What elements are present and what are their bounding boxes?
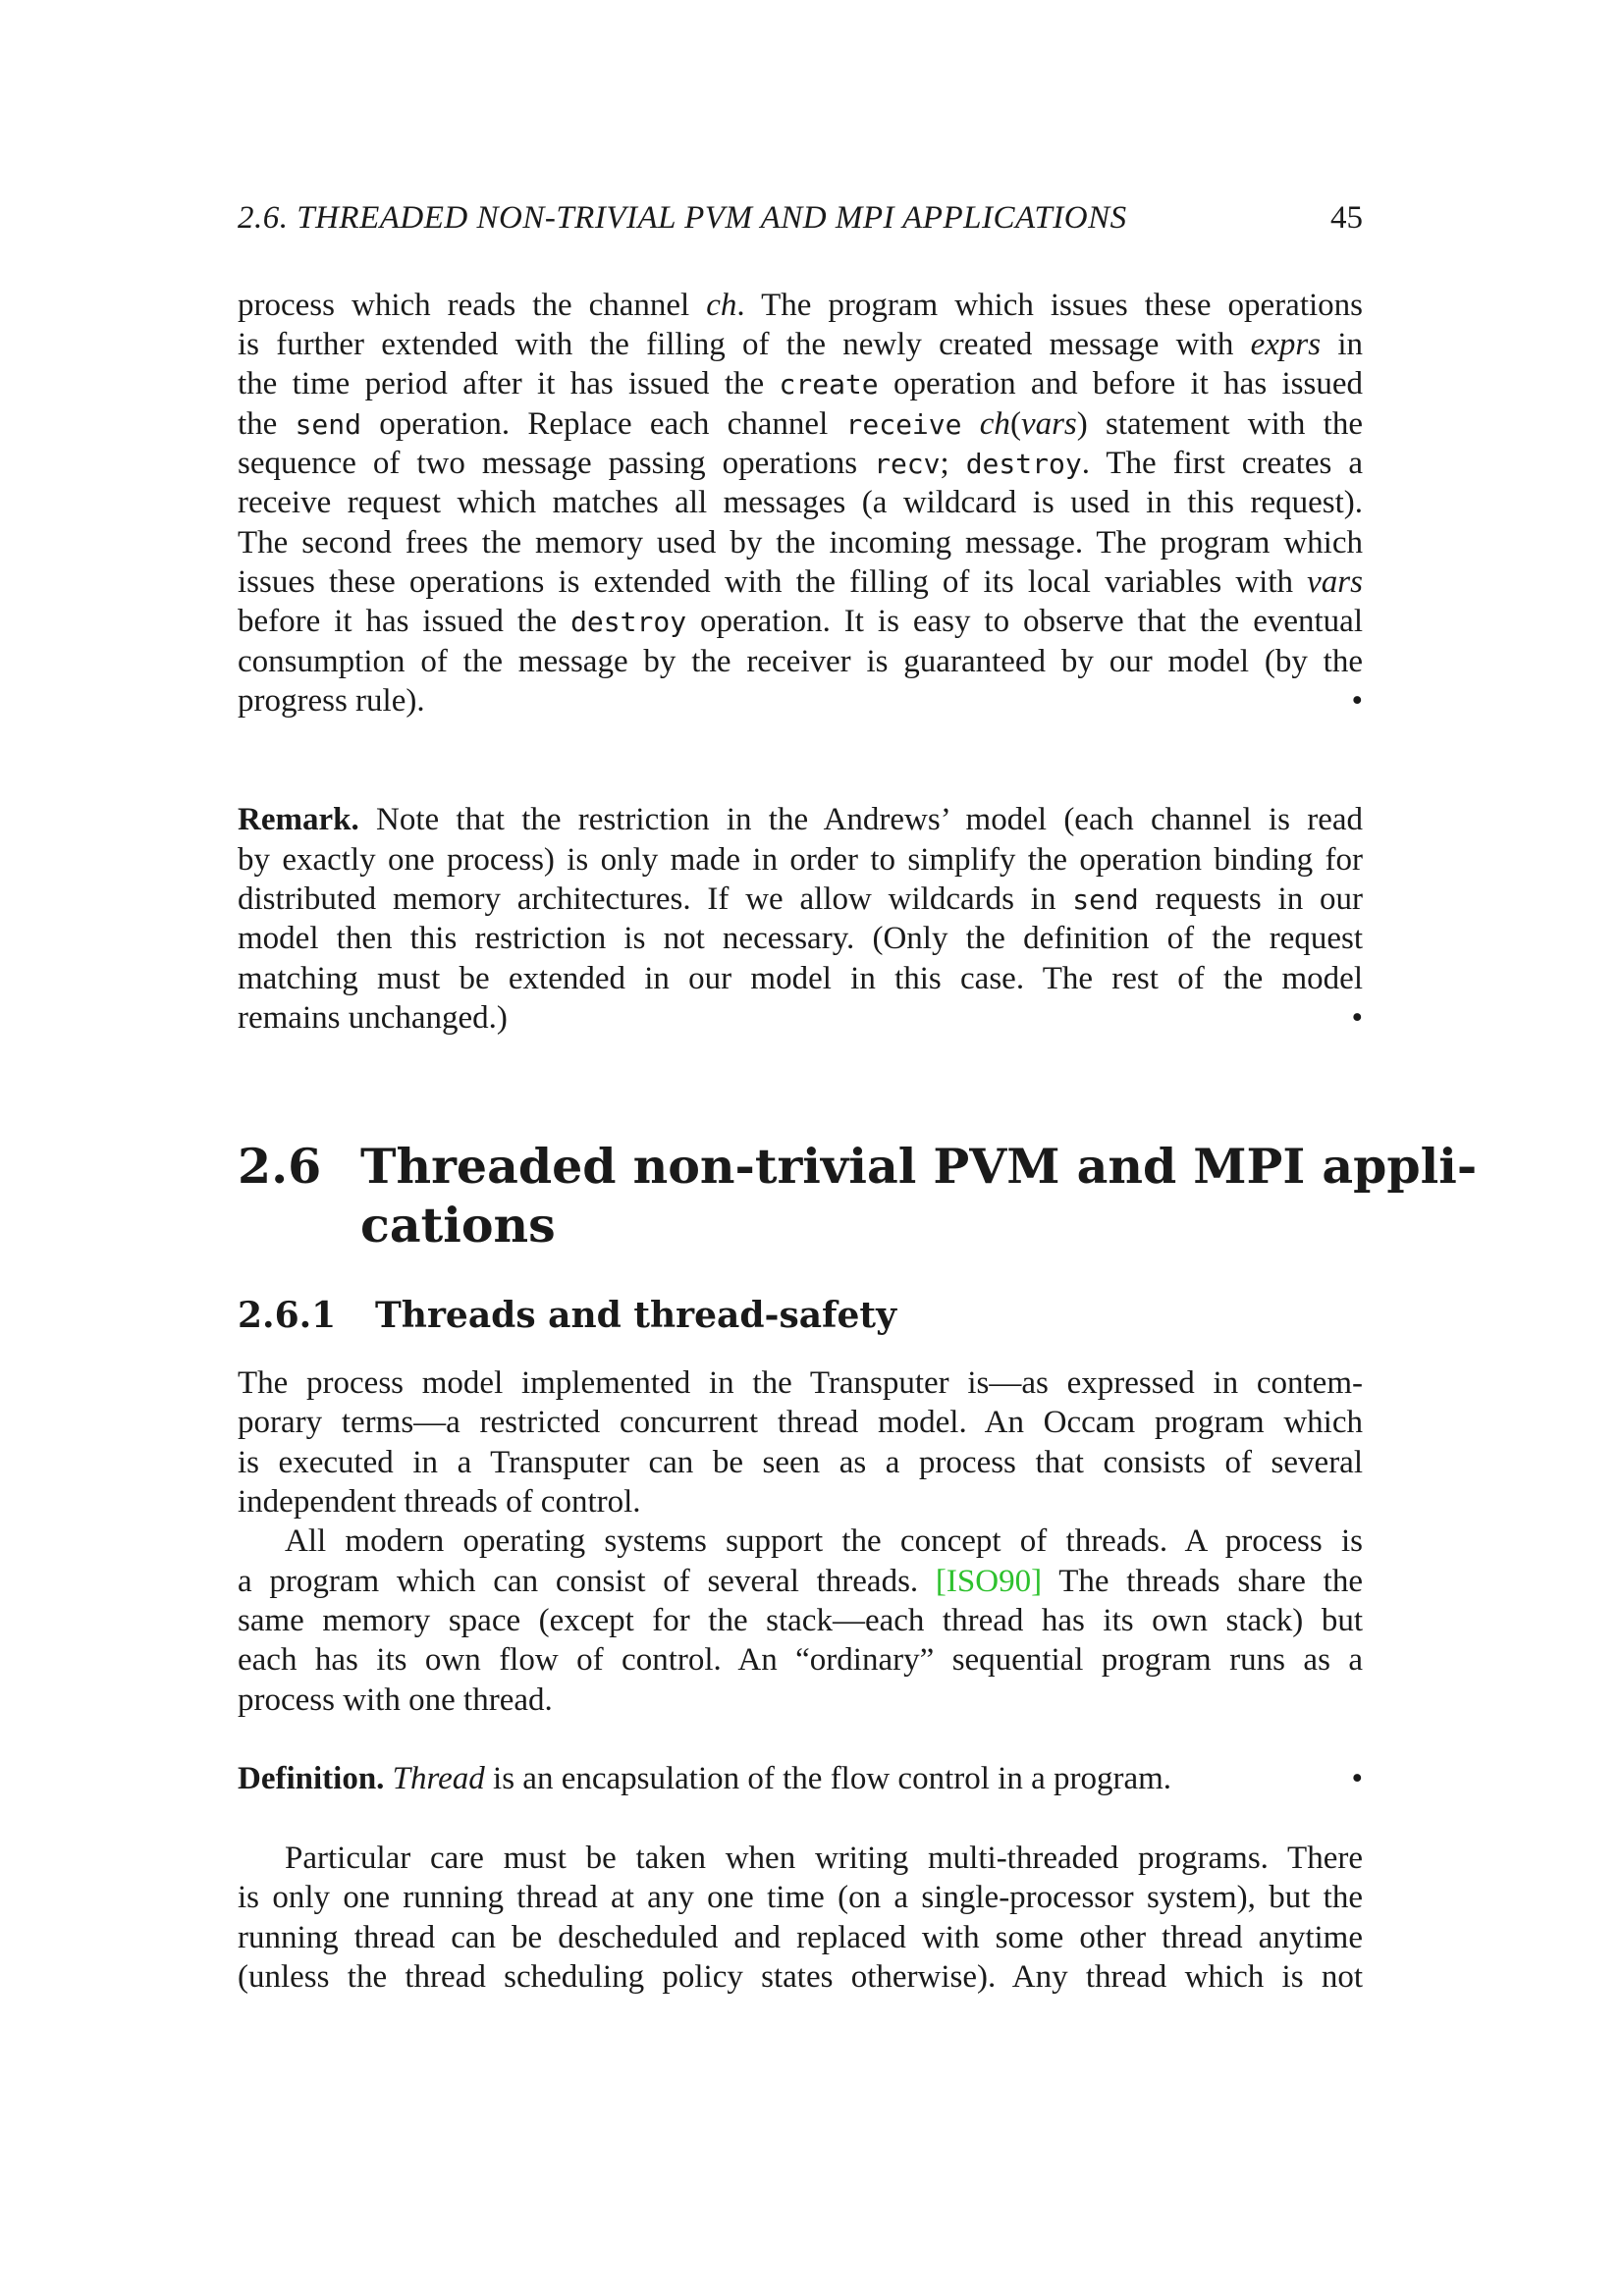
remark-line: Remark. Note that the restriction in the Andrews’ model (each channel is read [238,802,1363,837]
text-line: independent threads of control. [238,1484,641,1520]
text-line: The process model implemented in the Transputer is—as expressed in contem- [238,1365,1363,1401]
page-number: 45 [1330,200,1363,236]
text-line: receive request which matches all messages (a wildcard is used in this request). [238,485,1363,520]
running-title: 2.6. THREADED NON-TRIVIAL PVM AND MPI APPLICATIONS [238,200,1127,236]
section-heading [238,1137,1478,1255]
section-title-line2: cations [360,1197,556,1254]
remark-line: by exactly one process) is only made in order to simplify the operation binding for [238,842,1363,878]
text-line: running thread can be descheduled and replaced with some other thread anytime [238,1920,1363,1955]
remark-line: remains unchanged.) • [238,1000,1363,1036]
text-line: The second frees the memory used by the incoming message. The program which [238,525,1363,561]
text-line: same memory space (except for the stack—each thread has its own stack) but [238,1603,1363,1638]
text-line: consumption of the message by the receiver is guaranteed by our model (by the [238,644,1363,679]
text-line: each has its own flow of control. An “ordinary” sequential program runs as a [238,1642,1363,1678]
text-line: Particular care must be taken when writing multi-threaded programs. There [285,1841,1363,1876]
text-line: is further extended with the filling of the newly created message with exprs in [238,327,1363,362]
text-line: (unless the thread scheduling policy states otherwise). Any thread which is not [238,1959,1363,1995]
end-marker: • [1351,683,1363,719]
remark-label: Remark. [238,802,359,837]
section-title-line1: Threaded non-trivial PVM and MPI appli- [360,1138,1478,1195]
definition-term: Thread [392,1761,485,1796]
text-line: before it has issued the destroy operation. It is easy to observe that the eventual [238,604,1363,639]
subsection-number: 2.6.1 [238,1295,337,1336]
citation-link[interactable]: [ISO90] [935,1564,1043,1599]
text-line: a program which can consist of several threads. [ISO90] The threads share the [238,1564,1363,1599]
definition-line: Definition. Thread is an encapsulation of the flow control in a program. • [238,1761,1363,1796]
remark-line: model then this restriction is not necessary. (Only the definition of the request [238,921,1363,956]
text-line: All modern operating systems support the concept of threads. A process is [285,1523,1363,1559]
text-line: issues these operations is extended with the filling of its local variables with vars [238,564,1363,600]
text-line: is executed in a Transputer can be seen as a process that consists of several [238,1445,1363,1480]
text-line: is only one running thread at any one time (on a single-processor system), but the [238,1880,1363,1915]
end-marker: • [1351,1000,1363,1036]
subsection-title: Threads and thread-safety [375,1295,896,1336]
text-line: process with one thread. [238,1682,553,1718]
remark-line: distributed memory architectures. If we allow wildcards in send requests in our [238,881,1363,917]
end-marker: • [1351,1761,1363,1796]
section-number: 2.6 [238,1138,322,1195]
text-line: porary terms—a restricted concurrent thread model. An Occam program which [238,1405,1363,1440]
subsection-heading [238,1294,1363,1337]
definition-label: Definition. [238,1761,385,1796]
text-line: sequence of two message passing operations recv; destroy. The first creates a [238,446,1363,481]
text-line: the time period after it has issued the create operation and before it has issued [238,366,1363,401]
text-line: the send operation. Replace each channel receive ch(vars) statement with the [238,406,1363,442]
running-header [238,198,1363,238]
text-line: process which reads the channel ch. The program which issues these operations [238,288,1363,323]
text-line: progress rule). • [238,683,1363,719]
remark-line: matching must be extended in our model in this case. The rest of the model [238,961,1363,996]
